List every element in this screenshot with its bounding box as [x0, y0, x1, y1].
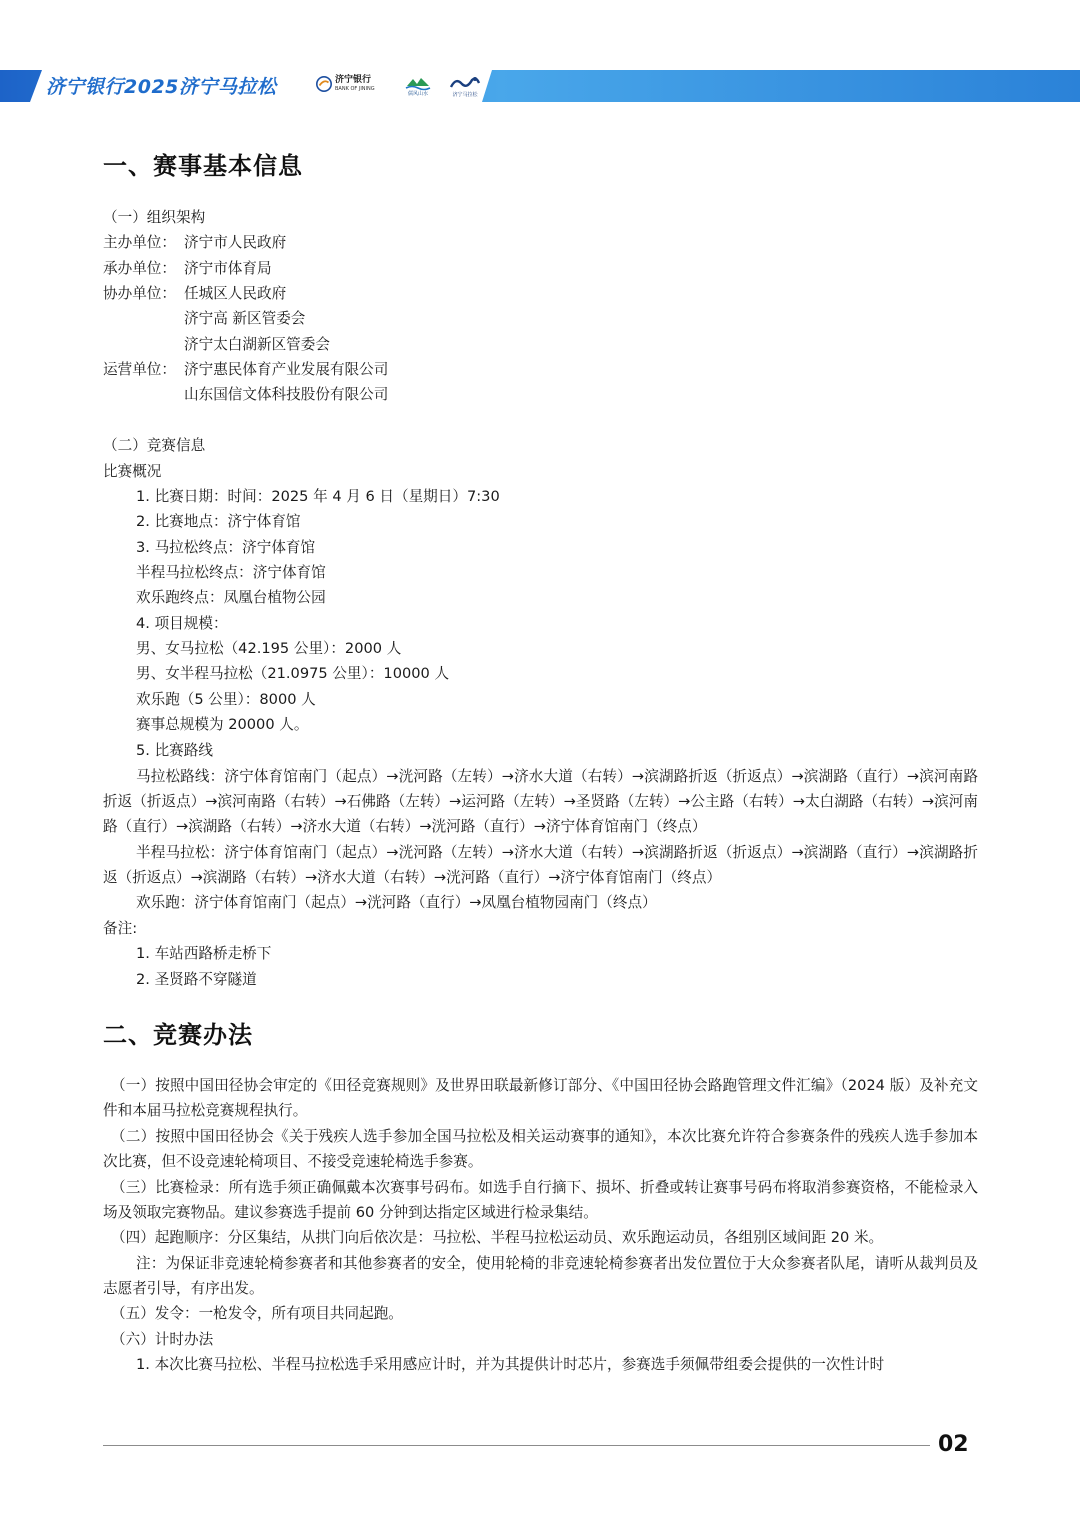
overview-item: 4. 项目规模： [136, 615, 228, 632]
org-value: 山东国信文体科技股份有限公司 [184, 386, 389, 403]
org-value: 济宁市人民政府 [184, 234, 287, 251]
partner-logo-shanshui [405, 76, 431, 100]
overview-item: 5. 比赛路线 [136, 742, 213, 759]
org-subheading: （一）组织架构 [103, 209, 206, 226]
org-row [103, 382, 388, 407]
bank-name-en: BANK OF JINING [335, 86, 375, 92]
partner-logo-marathon [448, 75, 482, 100]
rule-paragraph: （一）按照中国田径协会审定的《田径竞赛规则》及世界田联最新修订部分、《中国田径协会路跑管理文件汇编》（2024 版）及补充文件和本届马拉松竞赛规程执行。 [103, 1077, 978, 1120]
notes-label: 备注: [103, 920, 138, 937]
rule-paragraph: （四）起跑顺序：分区集结，从拱门向后依次是：马拉松、半程马拉松运动员、欢乐跑运动员，各组别区域间距 20 米。 [111, 1229, 884, 1246]
org-label: 协办单位： [103, 285, 176, 302]
competition-subheading: （二）竞赛信息 [103, 437, 206, 454]
bank-of-jining-logo [316, 76, 375, 92]
org-label: 主办单位： [103, 234, 176, 251]
partner-logo-shanshui-text: 儒风山水 [407, 91, 428, 97]
org-row [103, 357, 388, 382]
org-value: 济宁太白湖新区管委会 [184, 336, 330, 353]
bank-emblem-icon [316, 76, 332, 92]
footer-divider [103, 1445, 930, 1446]
section2-heading: 二、竞赛办法 [103, 1021, 253, 1049]
overview-label: 比赛概况 [103, 463, 162, 480]
marathon-emblem-icon [448, 75, 482, 91]
org-value: 济宁惠民体育产业发展有限公司 [184, 361, 389, 378]
page-number: 02 [938, 1432, 969, 1457]
note-item: 2. 圣贤路不穿隧道 [136, 971, 257, 988]
mountain-water-icon [405, 76, 431, 91]
overview-item: 欢乐跑（5 公里）：8000 人 [136, 691, 316, 708]
section1-heading: 一、赛事基本信息 [103, 152, 303, 180]
bank-name-cn: 济宁银行 [335, 75, 372, 85]
header-title: 济宁银行2025济宁马拉松 [46, 76, 277, 98]
partner-logo-marathon-text: 济宁马拉松 [452, 92, 478, 98]
overview-item: 半程马拉松终点：济宁体育馆 [136, 564, 326, 581]
rule-paragraph: （三）比赛检录：所有选手须正确佩戴本次赛事号码布。如选手自行摘下、损坏、折叠或转让赛事号码布将取消参赛资格，不能检录入场及领取完赛物品。建议参赛选手提前 60 分钟到达指定区域进行检录集结。 [103, 1179, 978, 1222]
overview-item: 1. 比赛日期：时间：2025 年 4 月 6 日（星期日）7:30 [136, 488, 500, 505]
org-value: 济宁高 新区管委会 [184, 310, 306, 327]
marathon-route: 马拉松路线：济宁体育馆南门（起点）→洸河路（左转）→济水大道（右转）→滨湖路折返（折返点）→滨湖路（直行）→滨河南路折返（折返点）→滨河南路（右转）→石佛路（左转）→运河路（左转）→圣贤路（左转）→公主路（右转）→太白湖路（右转）→滨河南路（直行）→滨湖路（右转）→济水大道（右转）→洸河路（直行）→济宁体育馆南门（终点） [103, 768, 978, 836]
org-value: 济宁市体育局 [184, 260, 272, 277]
org-row [103, 256, 272, 281]
note-item: 1. 车站西路桥走桥下 [136, 945, 272, 962]
overview-item: 赛事总规模为 20000 人。 [136, 716, 309, 733]
rule-paragraph: 1. 本次比赛马拉松、半程马拉松选手采用感应计时，并为其提供计时芯片，参赛选手须佩带组委会提供的一次性计时 [136, 1356, 885, 1373]
overview-item: 3. 马拉松终点：济宁体育馆 [136, 539, 316, 556]
org-row [103, 306, 305, 331]
rule-note-paragraph: 注：为保证非竞速轮椅参赛者和其他参赛者的安全，使用轮椅的非竞速轮椅参赛者出发位置位于大众参赛者队尾，请听从裁判员及志愿者引导，有序出发。 [103, 1255, 978, 1298]
org-value: 任城区人民政府 [184, 285, 287, 302]
overview-item: 欢乐跑终点：凤凰台植物公园 [136, 589, 326, 606]
org-row [103, 281, 286, 306]
overview-item: 男、女半程马拉松（21.0975 公里）：10000 人 [136, 665, 450, 682]
org-label: 承办单位： [103, 260, 176, 277]
rule-paragraph: （五）发令：一枪发令，所有项目共同起跑。 [111, 1305, 403, 1322]
org-row [103, 230, 286, 255]
org-label: 运营单位： [103, 361, 176, 378]
rule-paragraph: （二）按照中国田径协会《关于残疾人选手参加全国马拉松及相关运动赛事的通知》，本次比赛允许符合参赛条件的残疾人选手参加本次比赛，但不设竞速轮椅项目、不接受竞速轮椅选手参赛。 [103, 1128, 978, 1171]
overview-item: 男、女马拉松（42.195 公里）：2000 人 [136, 640, 402, 657]
fun-run-route: 欢乐跑：济宁体育馆南门（起点）→洸河路（直行）→凤凰台植物园南门（终点） [136, 894, 657, 911]
rule-paragraph: （六）计时办法 [111, 1331, 214, 1348]
overview-item: 2. 比赛地点：济宁体育馆 [136, 513, 301, 530]
org-row [103, 332, 330, 357]
half-marathon-route: 半程马拉松：济宁体育馆南门（起点）→洸河路（左转）→济水大道（右转）→滨湖路折返（折返点）→滨湖路（直行）→滨湖路折返（折返点）→滨湖路（右转）→济水大道（右转）→洸河路（直行）→济宁体育馆南门（终点） [103, 844, 978, 887]
